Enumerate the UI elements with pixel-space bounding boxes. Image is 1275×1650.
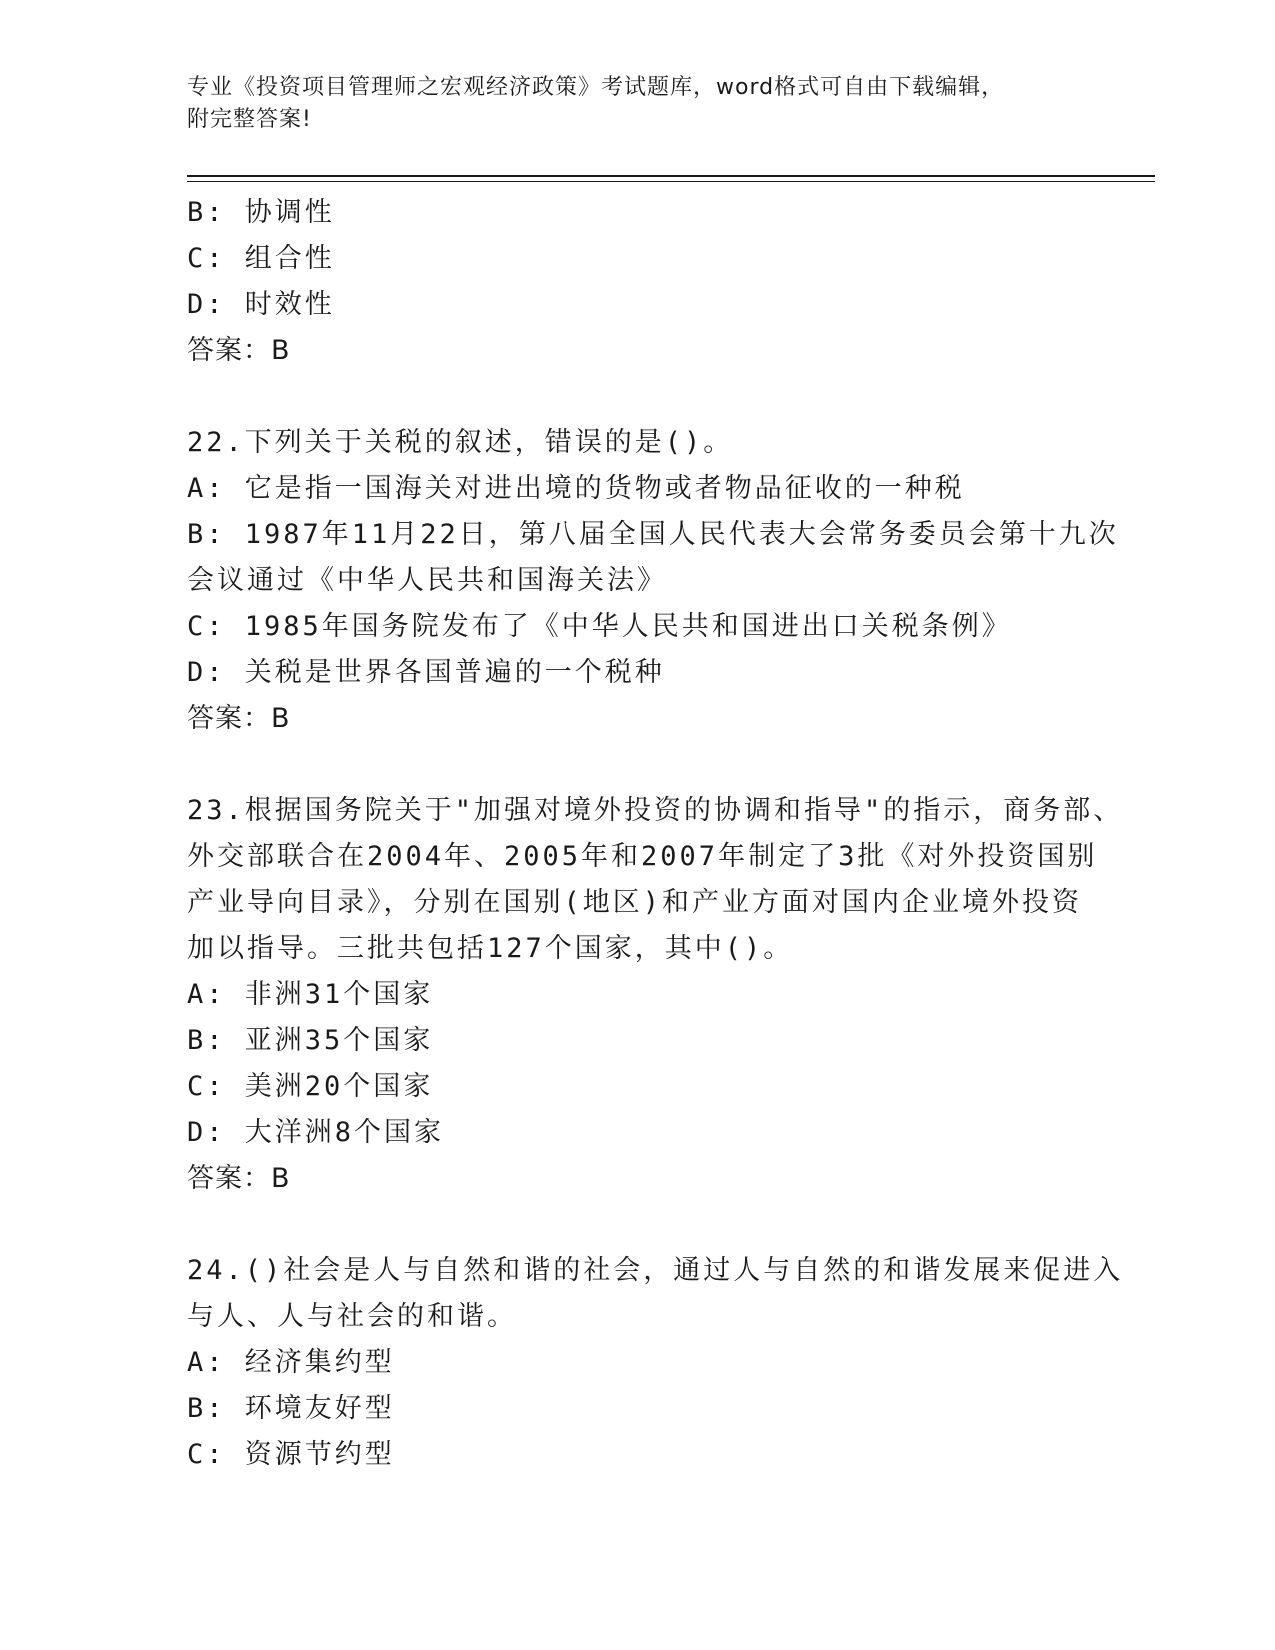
q21-option-b: B: 协调性 — [187, 197, 335, 228]
spacer — [187, 374, 1087, 420]
q24-option-b: B: 环境友好型 — [187, 1393, 395, 1424]
question-24 — [187, 1248, 1124, 1478]
question-23 — [187, 788, 1124, 1202]
header-line-1: 专业《投资项目管理师之宏观经济政策》考试题库，word格式可自由下载编辑， — [187, 75, 1005, 100]
q22-stem: 22.下列关于关税的叙述，错误的是()。 — [187, 427, 734, 458]
q22-option-d: D: 关税是世界各国普遍的一个税种 — [187, 657, 665, 688]
q23-option-d: D: 大洋洲8个国家 — [187, 1117, 445, 1148]
document-header — [187, 72, 1087, 136]
q24-stem-line-1: 24.()社会是人与自然和谐的社会，通过人与自然的和谐发展来促进入 — [187, 1255, 1124, 1286]
question-22 — [187, 420, 1119, 742]
q24-stem-line-2: 与人、人与社会的和谐。 — [187, 1301, 517, 1332]
q23-stem-line-3: 产业导向目录》，分别在国别(地区)和产业方面对国内企业境外投资 — [187, 887, 1083, 918]
spacer — [187, 1202, 1087, 1248]
q23-option-a: A: 非洲31个国家 — [187, 979, 434, 1010]
q23-stem-line-4: 加以指导。三批共包括127个国家，其中()。 — [187, 933, 794, 964]
q21-answer: 答案：B — [187, 335, 291, 366]
q23-answer: 答案：B — [187, 1163, 291, 1194]
spacer — [187, 742, 1087, 788]
header-line-2: 附完整答案! — [187, 107, 312, 132]
q24-option-a: A: 经济集约型 — [187, 1347, 395, 1378]
q21-option-d: D: 时效性 — [187, 289, 335, 320]
q22-option-b-line-1: B: 1987年11月22日，第八届全国人民代表大会常务委员会第十九次 — [187, 519, 1119, 550]
q21-option-c: C: 组合性 — [187, 243, 335, 274]
q22-option-b-line-2: 会议通过《中华人民共和国海关法》 — [187, 565, 667, 596]
q24-option-c: C: 资源节约型 — [187, 1439, 395, 1470]
q23-stem-line-2: 外交部联合在2004年、2005年和2007年制定了3批《对外投资国别 — [187, 841, 1098, 872]
header-divider-thin — [187, 181, 1155, 182]
question-content — [187, 190, 1124, 1478]
header-divider-thick — [187, 175, 1155, 177]
question-21 — [187, 190, 1087, 374]
q23-option-c: C: 美洲20个国家 — [187, 1071, 434, 1102]
q23-stem-line-1: 23.根据国务院关于"加强对境外投资的协调和指导"的指示，商务部、 — [187, 795, 1124, 826]
q23-option-b: B: 亚洲35个国家 — [187, 1025, 434, 1056]
q22-answer: 答案：B — [187, 703, 291, 734]
q22-option-c: C: 1985年国务院发布了《中华人民共和国进出口关税条例》 — [187, 611, 1012, 642]
q22-option-a: A: 它是指一国海关对进出境的货物或者物品征收的一种税 — [187, 473, 965, 504]
